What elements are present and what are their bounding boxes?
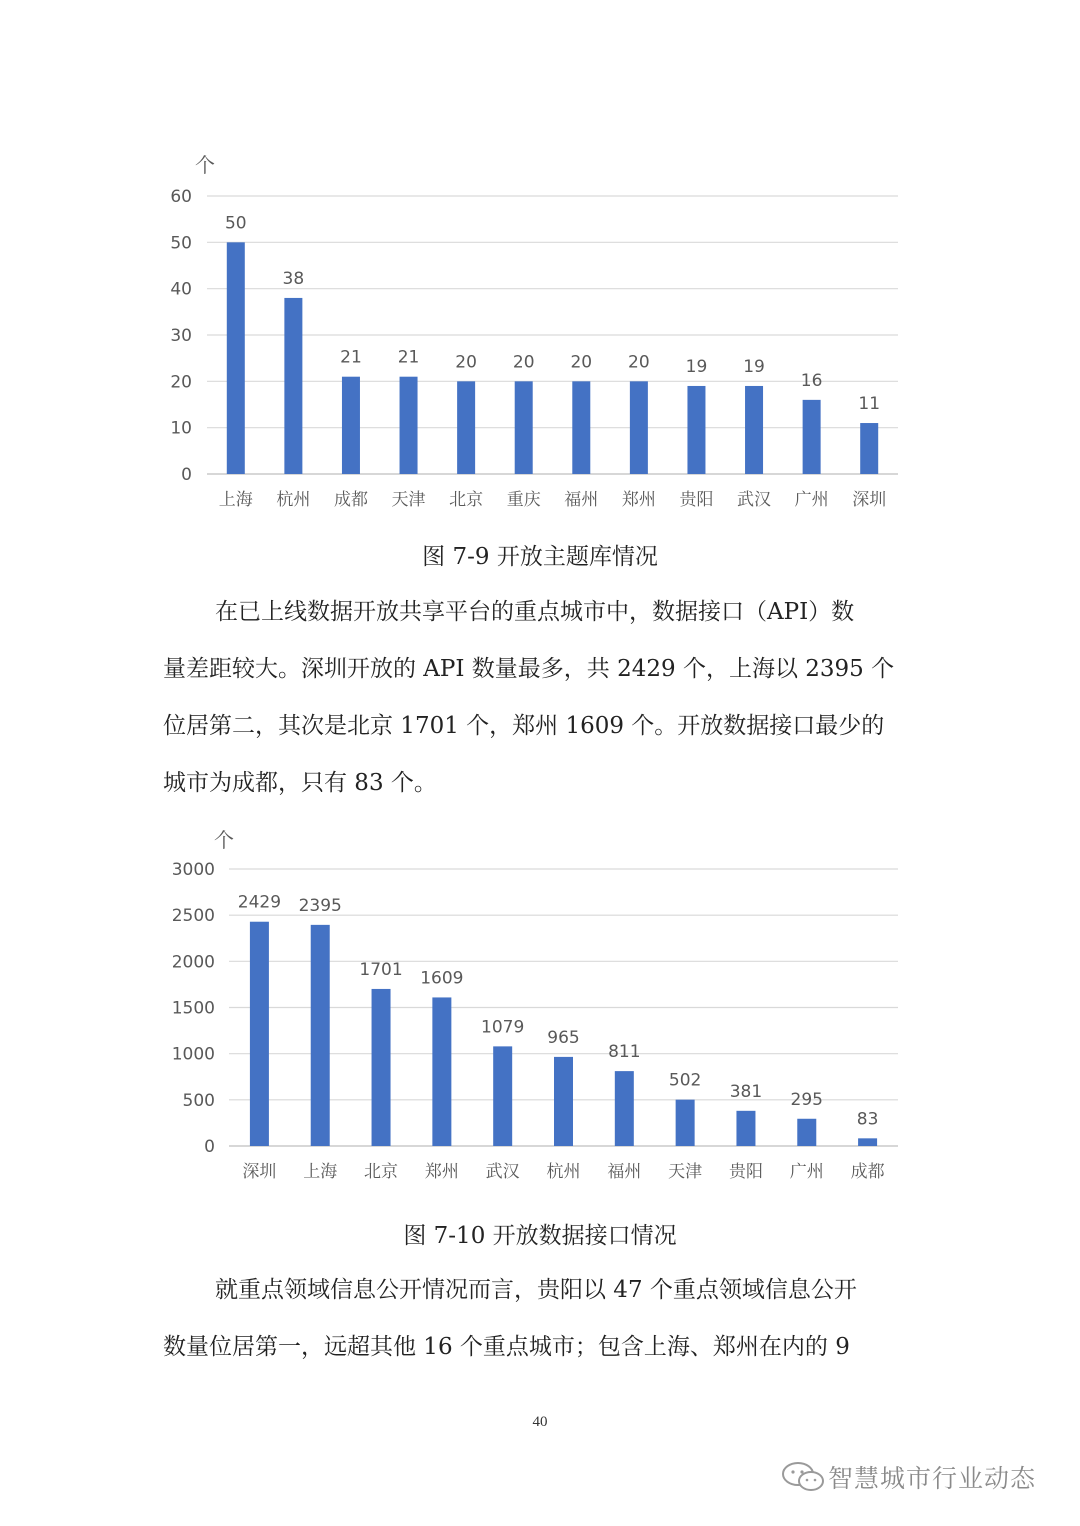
figure-caption-7-10: 图 7-10 开放数据接口情况 xyxy=(403,1223,677,1249)
y-tick-label: 2500 xyxy=(171,906,215,927)
bar xyxy=(457,381,475,474)
x-tick-label: 深圳 xyxy=(242,1162,277,1182)
x-tick-label: 上海 xyxy=(303,1162,338,1182)
data-label: 50 xyxy=(224,213,247,234)
paragraph-key-fields xyxy=(163,1262,919,1376)
data-label: 20 xyxy=(570,352,593,373)
x-tick-label: 成都 xyxy=(333,490,368,510)
y-tick-label: 2000 xyxy=(171,952,215,973)
watermark-text: 智慧城市行业动态 xyxy=(828,1464,1037,1493)
paragraph-line: 在已上线数据开放共享平台的重点城市中，数据接口（API）数 xyxy=(215,599,855,625)
y-tick-label: 50 xyxy=(170,233,192,254)
y-tick-label: 0 xyxy=(181,465,192,485)
api-interface-bar-chart xyxy=(0,815,1080,1195)
x-tick-label: 贵阳 xyxy=(679,490,714,510)
y-tick-label: 10 xyxy=(170,418,192,439)
data-label: 1609 xyxy=(420,968,464,989)
x-tick-label: 福州 xyxy=(564,490,599,510)
data-label: 21 xyxy=(340,347,362,368)
page-number: 40 xyxy=(532,1414,548,1430)
paragraph-line: 量差距较大。深圳开放的 API 数量最多，共 2429 个，上海以 2395 个 xyxy=(163,656,895,682)
x-tick-label: 北京 xyxy=(449,490,484,510)
x-tick-label: 武汉 xyxy=(737,490,772,510)
data-label: 20 xyxy=(512,352,535,373)
bar xyxy=(736,1111,755,1146)
bar xyxy=(250,922,269,1146)
x-tick-label: 北京 xyxy=(364,1162,399,1182)
bar xyxy=(554,1057,573,1146)
bar xyxy=(432,997,451,1146)
bar xyxy=(284,298,302,474)
x-tick-label: 成都 xyxy=(850,1162,885,1182)
x-tick-label: 郑州 xyxy=(424,1162,459,1182)
data-label: 21 xyxy=(397,347,420,368)
data-label: 381 xyxy=(729,1081,763,1102)
paragraph-line: 就重点领域信息公开情况而言，贵阳以 47 个重点领域信息公开 xyxy=(215,1277,857,1303)
bar xyxy=(311,925,330,1146)
y-tick-label: 1000 xyxy=(171,1044,215,1065)
data-label: 83 xyxy=(856,1109,879,1130)
y-tick-label: 0 xyxy=(204,1137,215,1157)
x-tick-label: 武汉 xyxy=(485,1162,520,1182)
y-tick-label: 1500 xyxy=(171,998,215,1019)
data-label: 2395 xyxy=(298,895,342,916)
bar xyxy=(803,400,821,474)
y-axis-unit-label: 个 xyxy=(195,153,215,177)
x-tick-label: 贵阳 xyxy=(728,1162,763,1182)
data-label: 20 xyxy=(628,352,650,373)
bar xyxy=(615,1071,634,1146)
wechat-icon xyxy=(780,1460,828,1494)
x-tick-label: 杭州 xyxy=(546,1162,581,1182)
x-tick-label: 广州 xyxy=(794,490,829,510)
bar xyxy=(493,1046,512,1146)
bar xyxy=(630,381,648,474)
data-label: 295 xyxy=(790,1089,823,1110)
bar xyxy=(745,386,763,474)
y-axis-unit-label: 个 xyxy=(214,828,234,852)
bar xyxy=(400,377,418,474)
y-tick-label: 40 xyxy=(170,279,192,300)
x-tick-label: 重庆 xyxy=(506,490,541,510)
bar xyxy=(572,381,590,474)
data-label: 811 xyxy=(608,1042,641,1063)
paragraph-line: 位居第二，其次是北京 1701 个，郑州 1609 个。开放数据接口最少的 xyxy=(163,713,885,739)
data-label: 20 xyxy=(455,352,477,373)
data-label: 19 xyxy=(743,356,765,377)
bar xyxy=(687,386,705,474)
bar xyxy=(227,242,245,474)
data-label: 965 xyxy=(547,1027,580,1048)
y-tick-label: 20 xyxy=(170,372,192,393)
bar xyxy=(858,1138,877,1146)
x-tick-label: 深圳 xyxy=(852,490,887,510)
x-tick-label: 上海 xyxy=(218,490,253,510)
bar xyxy=(515,381,533,474)
data-label: 38 xyxy=(282,268,305,289)
bar xyxy=(797,1119,816,1146)
bar xyxy=(860,423,878,474)
y-tick-label: 60 xyxy=(170,187,192,207)
figure-caption-7-9: 图 7-9 开放主题库情况 xyxy=(422,544,658,570)
x-tick-label: 广州 xyxy=(789,1162,824,1182)
data-label: 11 xyxy=(858,394,881,415)
y-tick-label: 30 xyxy=(170,326,192,346)
bar xyxy=(676,1100,695,1146)
data-label: 2429 xyxy=(237,892,282,913)
y-tick-label: 3000 xyxy=(171,860,215,880)
data-label: 1079 xyxy=(481,1017,525,1038)
bar xyxy=(372,989,391,1146)
data-label: 16 xyxy=(800,370,823,391)
paragraph-api-summary xyxy=(163,584,919,812)
x-tick-label: 郑州 xyxy=(621,490,656,510)
x-tick-label: 福州 xyxy=(607,1162,642,1182)
theme-library-bar-chart xyxy=(0,140,1080,520)
x-tick-label: 杭州 xyxy=(276,490,311,510)
paragraph-line: 数量位居第一，远超其他 16 个重点城市；包含上海、郑州在内的 9 xyxy=(163,1334,850,1360)
data-label: 1701 xyxy=(359,959,403,980)
paragraph-line: 城市为成都，只有 83 个。 xyxy=(163,770,437,796)
bar xyxy=(342,377,360,474)
x-tick-label: 天津 xyxy=(391,490,426,510)
data-label: 19 xyxy=(685,356,708,377)
source-watermark xyxy=(780,1457,1036,1497)
x-tick-label: 天津 xyxy=(668,1162,703,1182)
data-label: 502 xyxy=(668,1070,702,1091)
y-tick-label: 500 xyxy=(182,1090,215,1111)
